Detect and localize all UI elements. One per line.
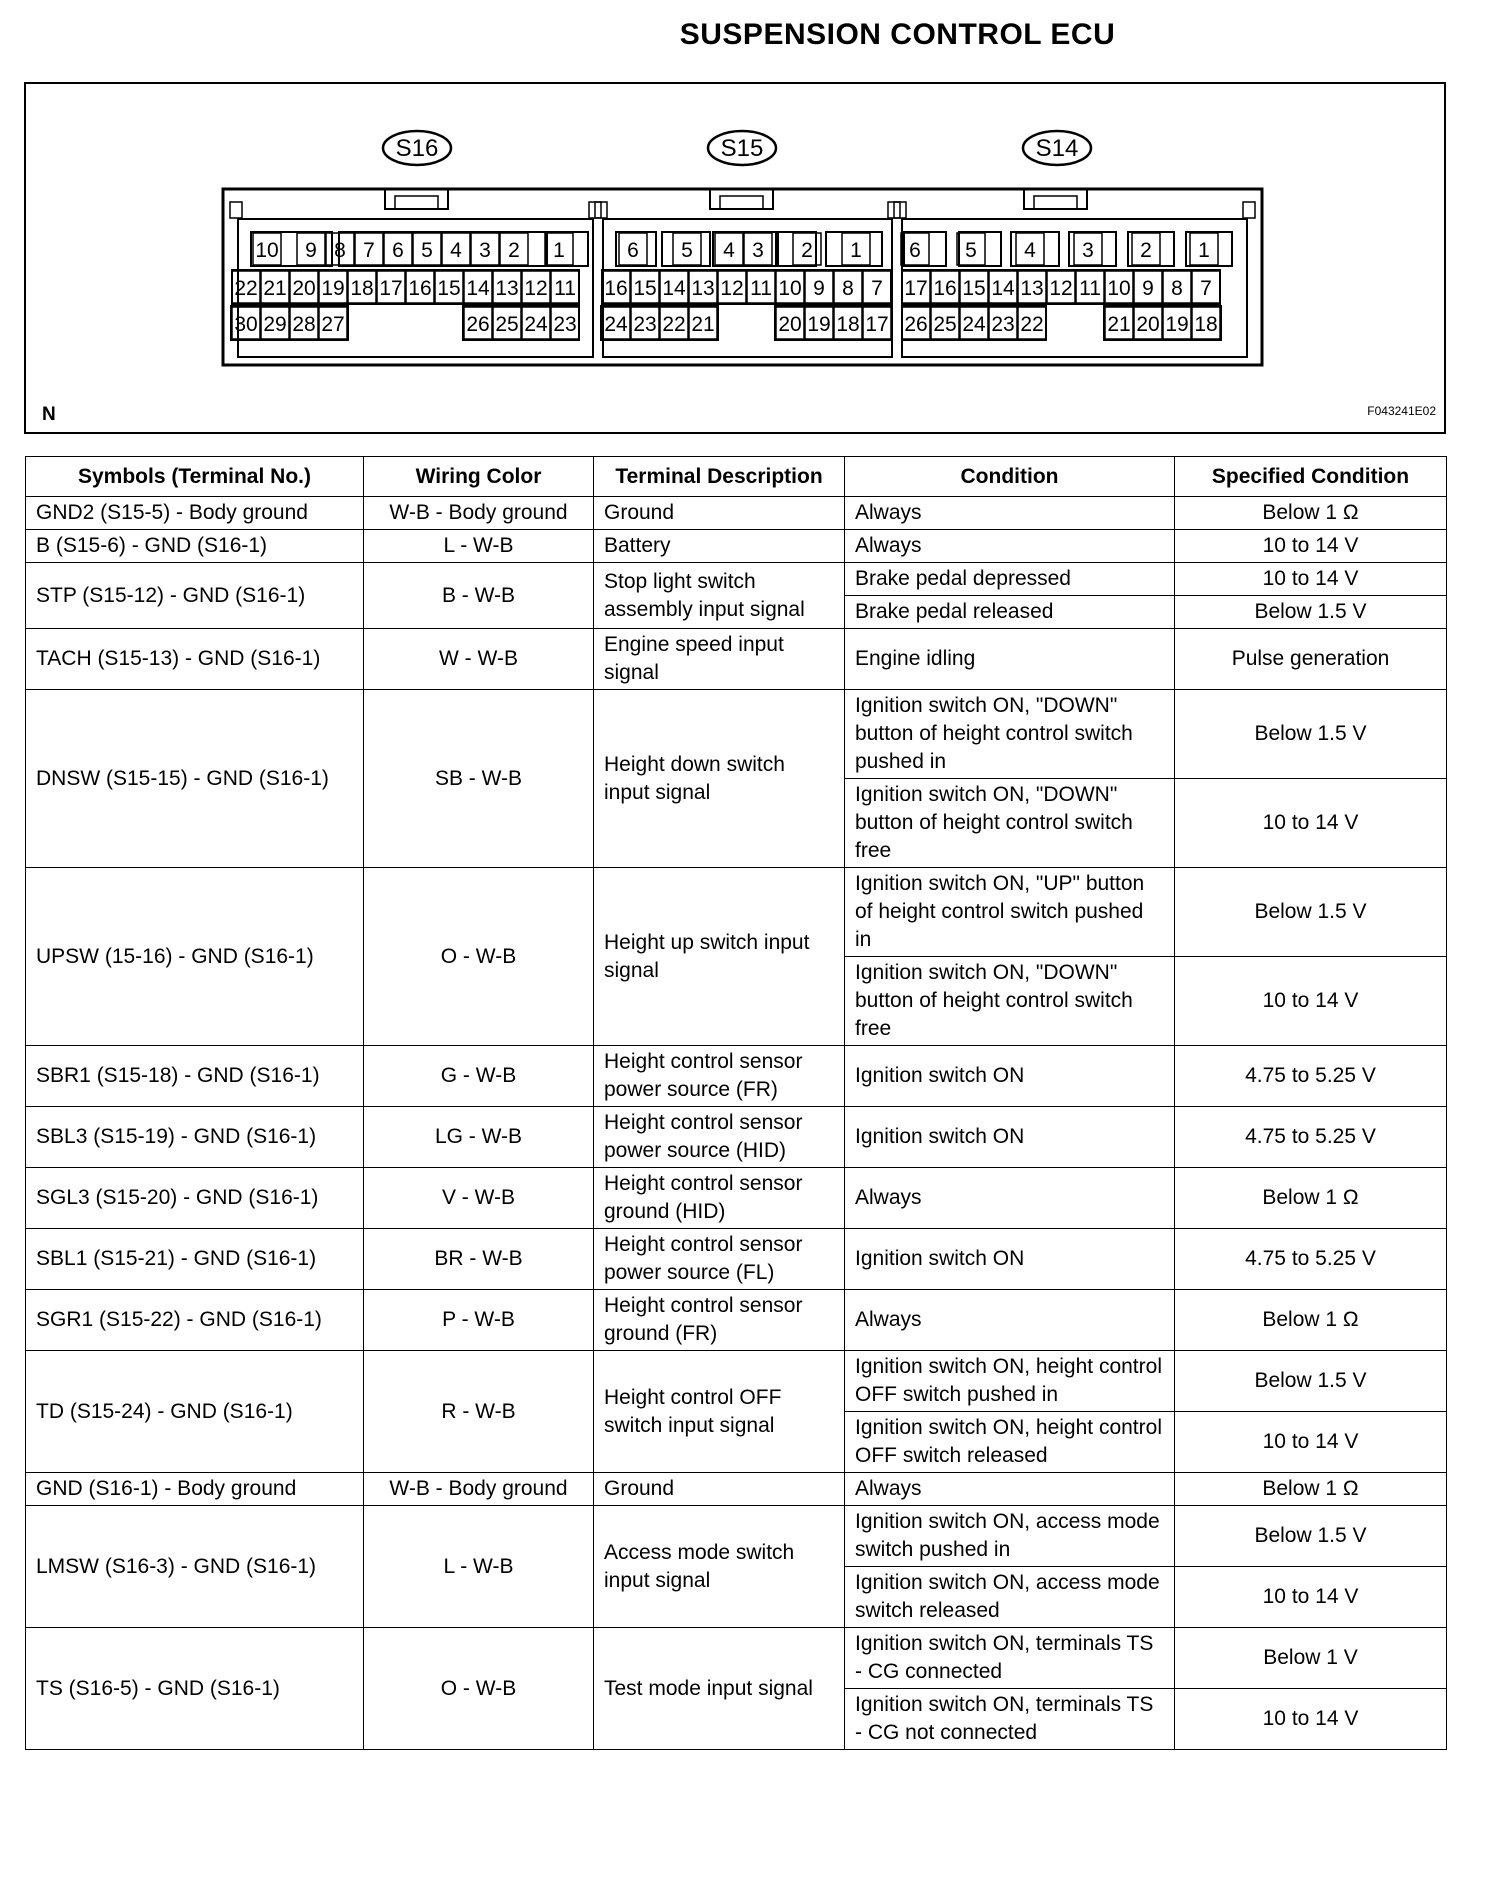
terminal-number: 3 xyxy=(1082,239,1094,262)
terminal-number: 17 xyxy=(865,313,889,336)
corner-guide xyxy=(230,202,242,218)
terminal-number: 30 xyxy=(234,313,258,336)
terminal-number: 2 xyxy=(508,239,520,262)
table-row xyxy=(26,1351,1447,1412)
condition-cell: Ignition switch ON, terminals TS - CG not connected xyxy=(845,1689,1175,1750)
description-cell: Test mode input signal xyxy=(594,1628,845,1750)
terminal-number: 10 xyxy=(778,277,802,300)
terminal-number: 21 xyxy=(263,277,287,300)
terminal-number: 16 xyxy=(933,277,957,300)
terminal-number: 3 xyxy=(752,239,764,262)
wiring-color-cell: LG - W-B xyxy=(364,1107,594,1168)
description-cell: Height control sensor power source (FR) xyxy=(594,1046,845,1107)
terminal-table xyxy=(25,456,1447,1750)
terminal-number: 9 xyxy=(305,239,317,262)
specified-condition-cell: Below 1 Ω xyxy=(1175,497,1447,530)
specified-condition-cell: 10 to 14 V xyxy=(1175,779,1447,868)
connector-id-label: S16 xyxy=(395,135,439,162)
specified-condition-cell: 4.75 to 5.25 V xyxy=(1175,1107,1447,1168)
wiring-color-cell: O - W-B xyxy=(364,1628,594,1750)
condition-cell: Ignition switch ON, height control OFF switch released xyxy=(845,1412,1175,1473)
wiring-color-cell: BR - W-B xyxy=(364,1229,594,1290)
symbol-cell: B (S15-6) - GND (S16-1) xyxy=(26,530,364,563)
symbol-cell: TACH (S15-13) - GND (S16-1) xyxy=(26,629,364,690)
condition-cell: Always xyxy=(845,530,1175,563)
corner-guide xyxy=(1243,202,1255,218)
specified-condition-cell: 10 to 14 V xyxy=(1175,1412,1447,1473)
specified-condition-cell: 10 to 14 V xyxy=(1175,563,1447,596)
table-header-row xyxy=(26,457,1447,497)
terminal-number: 10 xyxy=(1107,277,1131,300)
table-row xyxy=(26,563,1447,596)
description-cell: Height up switch input signal xyxy=(594,868,845,1046)
specified-condition-cell: Below 1 Ω xyxy=(1175,1290,1447,1351)
terminal-number: 7 xyxy=(363,239,375,262)
terminal-number: 19 xyxy=(807,313,831,336)
terminal-number: 8 xyxy=(334,239,346,262)
terminal-number: 25 xyxy=(933,313,957,336)
symbol-cell: STP (S15-12) - GND (S16-1) xyxy=(26,563,364,629)
condition-cell: Always xyxy=(845,1168,1175,1229)
description-cell: Height control sensor ground (FR) xyxy=(594,1290,845,1351)
wiring-color-cell: SB - W-B xyxy=(364,690,594,868)
table-row xyxy=(26,497,1447,530)
terminal-number: 14 xyxy=(466,277,490,300)
specified-condition-cell: Below 1 V xyxy=(1175,1628,1447,1689)
terminal-number: 24 xyxy=(962,313,986,336)
specified-condition-cell: 10 to 14 V xyxy=(1175,530,1447,563)
specified-condition-cell: 4.75 to 5.25 V xyxy=(1175,1046,1447,1107)
terminal-number: 21 xyxy=(1107,313,1131,336)
symbol-cell: SBL3 (S15-19) - GND (S16-1) xyxy=(26,1107,364,1168)
symbol-cell: LMSW (S16-3) - GND (S16-1) xyxy=(26,1506,364,1628)
terminal-number: 2 xyxy=(1140,239,1152,262)
description-cell: Height control sensor power source (HID) xyxy=(594,1107,845,1168)
wiring-color-cell: R - W-B xyxy=(364,1351,594,1473)
terminal-number: 23 xyxy=(633,313,657,336)
terminal-number: 6 xyxy=(627,239,639,262)
table-row xyxy=(26,1229,1447,1290)
symbol-cell: TS (S16-5) - GND (S16-1) xyxy=(26,1628,364,1750)
specified-condition-cell: Below 1 Ω xyxy=(1175,1168,1447,1229)
terminal-number: 12 xyxy=(720,277,744,300)
condition-cell: Always xyxy=(845,1473,1175,1506)
connector-diagram xyxy=(24,82,1446,434)
terminal-number: 24 xyxy=(524,313,548,336)
terminal-number: 16 xyxy=(408,277,432,300)
table-row xyxy=(26,1473,1447,1506)
specified-condition-cell: 10 to 14 V xyxy=(1175,1567,1447,1628)
wiring-color-cell: W-B - Body ground xyxy=(364,497,594,530)
latch-tab-inner xyxy=(1034,196,1077,209)
header-wiring-color: Wiring Color xyxy=(364,457,594,497)
terminal-number: 9 xyxy=(813,277,825,300)
table-row xyxy=(26,1628,1447,1689)
wiring-color-cell: V - W-B xyxy=(364,1168,594,1229)
terminal-number: 11 xyxy=(750,277,772,300)
specified-condition-cell: Below 1.5 V xyxy=(1175,1351,1447,1412)
terminal-number: 24 xyxy=(604,313,628,336)
symbol-cell: SBL1 (S15-21) - GND (S16-1) xyxy=(26,1229,364,1290)
terminal-number: 11 xyxy=(554,277,576,300)
terminal-number: 15 xyxy=(437,277,461,300)
terminal-number: 20 xyxy=(778,313,802,336)
symbol-cell: SBR1 (S15-18) - GND (S16-1) xyxy=(26,1046,364,1107)
terminal-number: 2 xyxy=(801,239,813,262)
condition-cell: Brake pedal released xyxy=(845,596,1175,629)
connector-id-label: S14 xyxy=(1035,135,1079,162)
specified-condition-cell: Below 1.5 V xyxy=(1175,690,1447,779)
terminal-number: 20 xyxy=(1136,313,1160,336)
terminal-number: 22 xyxy=(234,277,258,300)
terminal-number: 4 xyxy=(723,239,735,262)
terminal-number: 23 xyxy=(553,313,577,336)
table-row xyxy=(26,530,1447,563)
terminal-number: 22 xyxy=(662,313,686,336)
description-cell: Engine speed input signal xyxy=(594,629,845,690)
terminal-number: 6 xyxy=(392,239,404,262)
terminal-number: 27 xyxy=(321,313,345,336)
condition-cell: Ignition switch ON, "DOWN" button of height control switch free xyxy=(845,779,1175,868)
terminal-number: 14 xyxy=(991,277,1015,300)
wiring-color-cell: O - W-B xyxy=(364,868,594,1046)
terminal-number: 3 xyxy=(479,239,491,262)
terminal-number: 25 xyxy=(495,313,519,336)
figure-code: F043241E02 xyxy=(1367,404,1436,418)
wiring-color-cell: L - W-B xyxy=(364,530,594,563)
terminal-number: 9 xyxy=(1142,277,1154,300)
wiring-color-cell: L - W-B xyxy=(364,1506,594,1628)
description-cell: Ground xyxy=(594,497,845,530)
terminal-number: 13 xyxy=(1020,277,1044,300)
header-condition: Condition xyxy=(845,457,1175,497)
page-title: SUSPENSION CONTROL ECU xyxy=(679,18,1116,51)
terminal-number: 12 xyxy=(524,277,548,300)
condition-cell: Ignition switch ON, height control OFF switch pushed in xyxy=(845,1351,1175,1412)
specified-condition-cell: Below 1.5 V xyxy=(1175,596,1447,629)
table-row xyxy=(26,690,1447,779)
terminal-number: 1 xyxy=(850,239,862,262)
connector-id-label: S15 xyxy=(720,135,764,162)
description-cell: Battery xyxy=(594,530,845,563)
terminal-number: 17 xyxy=(904,277,928,300)
specified-condition-cell: Pulse generation xyxy=(1175,629,1447,690)
terminal-number: 4 xyxy=(450,239,462,262)
description-cell: Height control sensor ground (HID) xyxy=(594,1168,845,1229)
terminal-number: 12 xyxy=(1049,277,1073,300)
specified-condition-cell: Below 1.5 V xyxy=(1175,868,1447,957)
table-row xyxy=(26,868,1447,957)
header-specified-condition: Specified Condition xyxy=(1175,457,1447,497)
terminal-number: 18 xyxy=(836,313,860,336)
condition-cell: Ignition switch ON, "UP" button of height control switch pushed in xyxy=(845,868,1175,957)
corner-label: N xyxy=(42,404,56,425)
condition-cell: Ignition switch ON, access mode switch released xyxy=(845,1567,1175,1628)
connector-drawing xyxy=(26,84,1444,432)
table-row xyxy=(26,1046,1447,1107)
terminal-number: 14 xyxy=(662,277,686,300)
terminal-number: 15 xyxy=(633,277,657,300)
symbol-cell: SGL3 (S15-20) - GND (S16-1) xyxy=(26,1168,364,1229)
terminal-number: 1 xyxy=(1198,239,1210,262)
symbol-cell: GND (S16-1) - Body ground xyxy=(26,1473,364,1506)
terminal-number: 7 xyxy=(871,277,883,300)
table-row xyxy=(26,629,1447,690)
latch-tab-inner xyxy=(720,196,763,209)
terminal-number: 26 xyxy=(904,313,928,336)
table-body xyxy=(26,497,1447,1750)
terminal-number: 5 xyxy=(421,239,433,262)
condition-cell: Engine idling xyxy=(845,629,1175,690)
terminal-number: 28 xyxy=(292,313,316,336)
terminal-number: 6 xyxy=(909,239,921,262)
terminal-number: 17 xyxy=(379,277,403,300)
latch-tab-inner xyxy=(395,196,438,209)
header-terminal-description: Terminal Description xyxy=(594,457,845,497)
wiring-color-cell: P - W-B xyxy=(364,1290,594,1351)
terminal-number: 22 xyxy=(1020,313,1044,336)
table-row xyxy=(26,1168,1447,1229)
description-cell: Stop light switch assembly input signal xyxy=(594,563,845,629)
condition-cell: Ignition switch ON xyxy=(845,1046,1175,1107)
terminal-number: 8 xyxy=(842,277,854,300)
wiring-color-cell: W-B - Body ground xyxy=(364,1473,594,1506)
specified-condition-cell: 10 to 14 V xyxy=(1175,957,1447,1046)
condition-cell: Always xyxy=(845,1290,1175,1351)
terminal-number: 13 xyxy=(495,277,519,300)
terminal-number: 18 xyxy=(1194,313,1218,336)
terminal-number: 18 xyxy=(350,277,374,300)
description-cell: Ground xyxy=(594,1473,845,1506)
terminal-number: 7 xyxy=(1200,277,1212,300)
terminal-number: 29 xyxy=(263,313,287,336)
terminal-number: 26 xyxy=(466,313,490,336)
symbol-cell: UPSW (15-16) - GND (S16-1) xyxy=(26,868,364,1046)
condition-cell: Ignition switch ON, terminals TS - CG connected xyxy=(845,1628,1175,1689)
terminal-number: 16 xyxy=(604,277,628,300)
terminal-number: 5 xyxy=(681,239,693,262)
table-row xyxy=(26,1107,1447,1168)
description-cell: Height down switch input signal xyxy=(594,690,845,868)
specified-condition-cell: 4.75 to 5.25 V xyxy=(1175,1229,1447,1290)
terminal-number: 4 xyxy=(1024,239,1036,262)
terminal-number: 19 xyxy=(1165,313,1189,336)
terminal-number: 20 xyxy=(292,277,316,300)
specified-condition-cell: Below 1.5 V xyxy=(1175,1506,1447,1567)
symbol-cell: DNSW (S15-15) - GND (S16-1) xyxy=(26,690,364,868)
condition-cell: Ignition switch ON, "DOWN" button of height control switch free xyxy=(845,957,1175,1046)
condition-cell: Ignition switch ON, access mode switch pushed in xyxy=(845,1506,1175,1567)
terminal-number: 8 xyxy=(1171,277,1183,300)
specified-condition-cell: Below 1 Ω xyxy=(1175,1473,1447,1506)
terminal-number: 13 xyxy=(691,277,715,300)
description-cell: Access mode switch input signal xyxy=(594,1506,845,1628)
terminal-number: 23 xyxy=(991,313,1015,336)
symbol-cell: TD (S15-24) - GND (S16-1) xyxy=(26,1351,364,1473)
wiring-color-cell: G - W-B xyxy=(364,1046,594,1107)
specified-condition-cell: 10 to 14 V xyxy=(1175,1689,1447,1750)
description-cell: Height control OFF switch input signal xyxy=(594,1351,845,1473)
table-row xyxy=(26,1506,1447,1567)
header-symbols: Symbols (Terminal No.) xyxy=(26,457,364,497)
terminal-number: 5 xyxy=(965,239,977,262)
condition-cell: Ignition switch ON xyxy=(845,1229,1175,1290)
terminal-number: 21 xyxy=(691,313,715,336)
description-cell: Height control sensor power source (FL) xyxy=(594,1229,845,1290)
condition-cell: Ignition switch ON, "DOWN" button of height control switch pushed in xyxy=(845,690,1175,779)
condition-cell: Brake pedal depressed xyxy=(845,563,1175,596)
terminal-number: 15 xyxy=(962,277,986,300)
condition-cell: Always xyxy=(845,497,1175,530)
symbol-cell: SGR1 (S15-22) - GND (S16-1) xyxy=(26,1290,364,1351)
wiring-color-cell: B - W-B xyxy=(364,563,594,629)
condition-cell: Ignition switch ON xyxy=(845,1107,1175,1168)
symbol-cell: GND2 (S15-5) - Body ground xyxy=(26,497,364,530)
table-row xyxy=(26,1290,1447,1351)
terminal-number: 19 xyxy=(321,277,345,300)
terminal-number: 10 xyxy=(255,239,279,262)
wiring-color-cell: W - W-B xyxy=(364,629,594,690)
terminal-number: 1 xyxy=(553,239,565,262)
terminal-number: 11 xyxy=(1079,277,1101,300)
